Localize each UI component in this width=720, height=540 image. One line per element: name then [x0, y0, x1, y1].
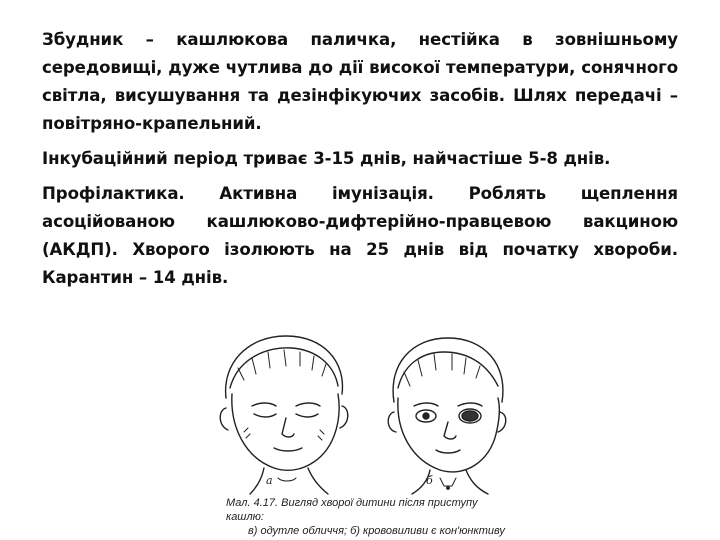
paragraph-prevention: Профілактика. Активна імунізація. Роблять щеплення асоційованою кашлюково-дифтерійно-правцевою вакциною (АКДП). Хворого ізолюють на 25 днів від початку хвороби. Карантин – 14 днів. — [42, 184, 678, 287]
figure-label-b: б — [426, 474, 433, 487]
figure-caption — [226, 496, 516, 538]
paragraph-pathogen: Збудник – кашлюкова паличка, нестійка в зовнішньому середовищі, дуже чутлива до дії високої температури, сонячного світла, висушування та дезінфікуючих засобів. Шлях передачі – повітряно-крапельний. — [42, 30, 678, 133]
child-faces-sketch — [208, 328, 520, 498]
caption-line-1: Мал. 4.17. Вигляд хворої дитини після приступу кашлю: — [226, 497, 478, 523]
paragraph-incubation: Інкубаційний період триває 3-15 днів, найчастіше 5-8 днів. — [42, 149, 611, 168]
illustration-figure — [208, 328, 520, 537]
caption-line-2: в) одутле обличчя; б) крововиливи є кон'юнктиву — [248, 525, 505, 537]
figure-label-a: а — [266, 474, 273, 487]
text-block — [42, 26, 678, 299]
